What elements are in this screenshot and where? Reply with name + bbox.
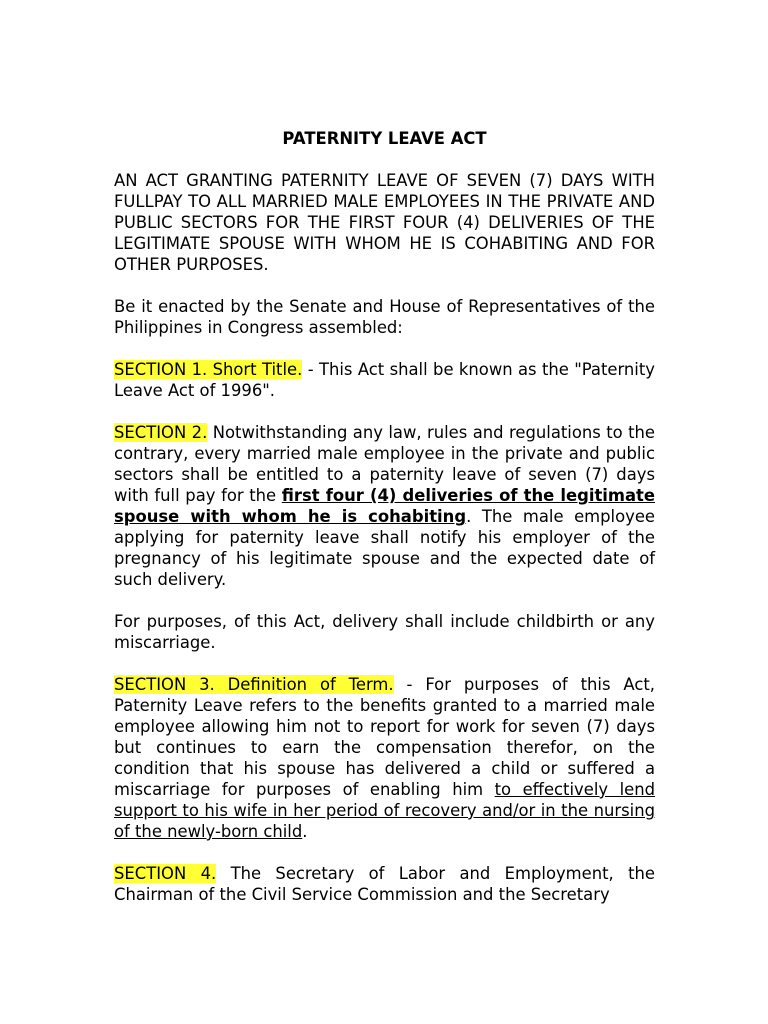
act-description: AN ACT GRANTING PATERNITY LEAVE OF SEVEN (7) DAYS WITH FULLPAY TO ALL MARRIED MALE EMPLOYEES IN THE PRIVATE AND PUBLIC SECTORS FOR THE FIRST FOUR (4) DELIVERIES OF THE LEGITIMATE SPOUSE WITH WHOM HE IS COHABITING AND FOR OTHER PURPOSES. bbox=[114, 171, 655, 274]
section-4-label: SECTION 4. bbox=[114, 864, 217, 883]
section-2 bbox=[114, 422, 655, 590]
section-3-text-before: - For purposes of this Act, Paternity Leave refers to the benefits granted to a married male employee allowing him not to report for work for seven (7) days but continues to earn the compensation therefor, on the condition that his spouse has delivered a child or suffered a miscarriage for purposes of enabling him bbox=[114, 675, 655, 799]
section-3-underlined: to effectively lend support to his wife in her period of recovery and/or in the nursing of the newly-born child bbox=[114, 780, 656, 841]
section-2-text-after: . The male employee applying for paternity leave shall notify his employer of the pregnancy of his legitimate spouse and the expected date of such delivery. bbox=[114, 507, 655, 589]
section-3 bbox=[114, 674, 655, 842]
section-1 bbox=[114, 359, 655, 401]
section-3-text-after: . bbox=[302, 822, 308, 841]
section-2-label: SECTION 2. bbox=[114, 423, 208, 442]
section-4 bbox=[114, 863, 655, 905]
section-3-label: SECTION 3. Definition of Term. bbox=[114, 675, 394, 694]
section-4-text: The Secretary of Labor and Employment, the Chairman of the Civil Service Commission and the Secretary bbox=[114, 864, 656, 904]
section-1-label: SECTION 1. Short Title. bbox=[114, 360, 303, 379]
section-1-text: - This Act shall be known as the "Paternity Leave Act of 1996". bbox=[114, 360, 655, 400]
document-page bbox=[114, 128, 655, 926]
section-2-emphasis: first four (4) deliveries of the legitimate spouse with whom he is cohabiting bbox=[114, 486, 655, 526]
document-title: PATERNITY LEAVE ACT bbox=[282, 129, 487, 148]
purposes-clause: For purposes, of this Act, delivery shall include childbirth or any miscarriage. bbox=[114, 612, 655, 652]
section-2-text-before: Notwithstanding any law, rules and regulations to the contrary, every married male employee in the private and public sectors shall be entitled to a paternity leave of seven (7) days with full pay for the bbox=[114, 423, 656, 505]
enacting-clause: Be it enacted by the Senate and House of Representatives of the Philippines in Congress assembled: bbox=[114, 297, 655, 337]
